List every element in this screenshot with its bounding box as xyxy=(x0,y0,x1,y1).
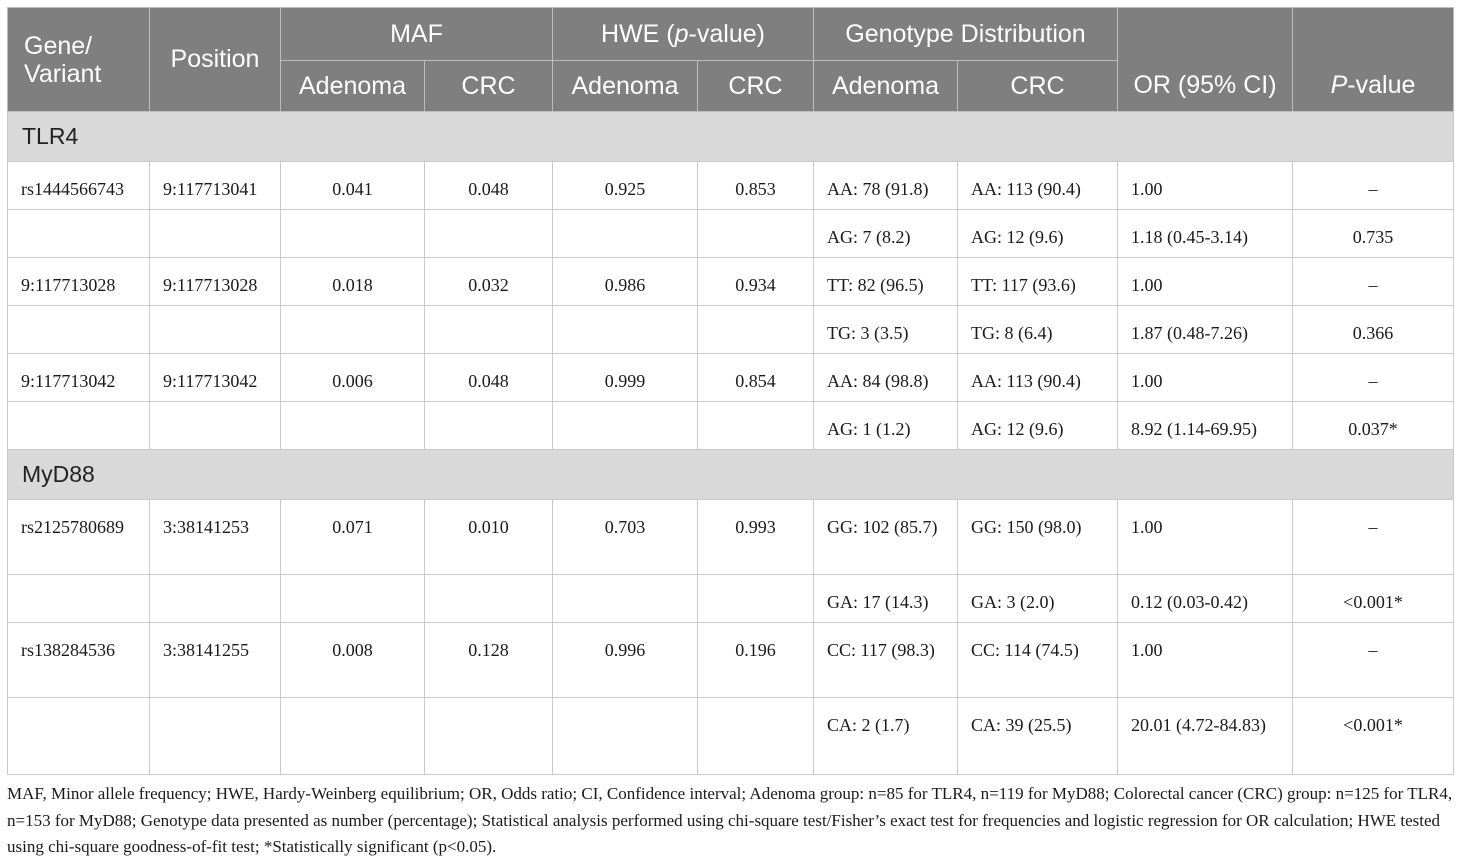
cell-or: 1.00 xyxy=(1118,623,1293,698)
cell-position: 9:117713041 xyxy=(150,162,281,210)
cell-geno-adenoma: AG: 7 (8.2) xyxy=(814,210,958,258)
header-maf: MAF xyxy=(281,8,553,61)
header-hwe-crc: CRC xyxy=(698,61,814,112)
cell-or: 0.12 (0.03-0.42) xyxy=(1118,575,1293,623)
cell-position: 3:38141255 xyxy=(150,623,281,698)
header-genotype-distribution: Genotype Distribution xyxy=(814,8,1118,61)
cell-geno-crc: AA: 113 (90.4) xyxy=(958,354,1118,402)
cell-position xyxy=(150,698,281,775)
cell-variant xyxy=(8,402,150,450)
cell-maf-adenoma: 0.041 xyxy=(281,162,425,210)
cell-geno-adenoma: CC: 117 (98.3) xyxy=(814,623,958,698)
cell-geno-adenoma: TG: 3 (3.5) xyxy=(814,306,958,354)
cell-variant xyxy=(8,210,150,258)
cell-p-value: <0.001* xyxy=(1293,575,1454,623)
cell-p-value: – xyxy=(1293,162,1454,210)
cell-or: 1.00 xyxy=(1118,354,1293,402)
cell-variant: 9:117713028 xyxy=(8,258,150,306)
table-row xyxy=(8,210,1454,258)
cell-position: 9:117713042 xyxy=(150,354,281,402)
table-row xyxy=(8,575,1454,623)
cell-maf-crc: 0.010 xyxy=(425,500,553,575)
cell-geno-crc: TG: 8 (6.4) xyxy=(958,306,1118,354)
cell-hwe-crc: 0.854 xyxy=(698,354,814,402)
group-label: TLR4 xyxy=(8,112,1454,162)
cell-p-value: 0.735 xyxy=(1293,210,1454,258)
header-gene-variant: Gene/ Variant xyxy=(8,8,150,112)
cell-maf-adenoma xyxy=(281,210,425,258)
cell-p-value: – xyxy=(1293,623,1454,698)
cell-position xyxy=(150,306,281,354)
cell-geno-crc: GA: 3 (2.0) xyxy=(958,575,1118,623)
cell-geno-crc: AG: 12 (9.6) xyxy=(958,402,1118,450)
cell-or: 1.00 xyxy=(1118,162,1293,210)
table-row xyxy=(8,500,1454,575)
cell-hwe-adenoma: 0.925 xyxy=(553,162,698,210)
cell-maf-adenoma: 0.006 xyxy=(281,354,425,402)
cell-maf-adenoma xyxy=(281,698,425,775)
cell-or: 1.87 (0.48-7.26) xyxy=(1118,306,1293,354)
cell-hwe-adenoma xyxy=(553,698,698,775)
cell-geno-crc: AA: 113 (90.4) xyxy=(958,162,1118,210)
cell-geno-crc: CA: 39 (25.5) xyxy=(958,698,1118,775)
table-row xyxy=(8,162,1454,210)
cell-hwe-crc: 0.993 xyxy=(698,500,814,575)
cell-geno-crc: GG: 150 (98.0) xyxy=(958,500,1118,575)
cell-maf-crc: 0.128 xyxy=(425,623,553,698)
cell-hwe-crc xyxy=(698,402,814,450)
cell-or: 1.00 xyxy=(1118,500,1293,575)
cell-geno-crc: CC: 114 (74.5) xyxy=(958,623,1118,698)
cell-or: 1.00 xyxy=(1118,258,1293,306)
cell-hwe-crc: 0.196 xyxy=(698,623,814,698)
cell-maf-crc xyxy=(425,306,553,354)
cell-hwe-crc: 0.934 xyxy=(698,258,814,306)
cell-maf-crc xyxy=(425,698,553,775)
cell-or: 1.18 (0.45-3.14) xyxy=(1118,210,1293,258)
cell-hwe-crc: 0.853 xyxy=(698,162,814,210)
cell-maf-adenoma xyxy=(281,575,425,623)
cell-p-value: – xyxy=(1293,258,1454,306)
group-label: MyD88 xyxy=(8,450,1454,500)
cell-maf-adenoma: 0.071 xyxy=(281,500,425,575)
header-geno-crc: CRC xyxy=(958,61,1118,112)
cell-maf-crc: 0.048 xyxy=(425,354,553,402)
cell-geno-adenoma: GG: 102 (85.7) xyxy=(814,500,958,575)
table-row xyxy=(8,306,1454,354)
cell-geno-crc: TT: 117 (93.6) xyxy=(958,258,1118,306)
cell-hwe-crc xyxy=(698,306,814,354)
genotype-results-table xyxy=(7,7,1454,775)
table-header xyxy=(8,8,1454,112)
cell-or: 20.01 (4.72-84.83) xyxy=(1118,698,1293,775)
table-row xyxy=(8,354,1454,402)
cell-hwe-adenoma xyxy=(553,210,698,258)
cell-hwe-crc xyxy=(698,575,814,623)
header-maf-crc: CRC xyxy=(425,61,553,112)
cell-maf-adenoma xyxy=(281,402,425,450)
cell-geno-adenoma: CA: 2 (1.7) xyxy=(814,698,958,775)
cell-maf-adenoma: 0.008 xyxy=(281,623,425,698)
cell-variant: rs1444566743 xyxy=(8,162,150,210)
cell-hwe-adenoma xyxy=(553,575,698,623)
cell-hwe-crc xyxy=(698,698,814,775)
table-footnote: MAF, Minor allele frequency; HWE, Hardy-Weinberg equilibrium; OR, Odds ratio; CI, Confidence interval; Adenoma group: n=85 for TLR4, n=119 for MyD88; Colorectal cancer (CRC) group: n=125 for TLR4, n=153 for MyD88; Genotype data presented as number (percentage); Statistical analysis performed using chi-square test/Fisher’s exact test for frequencies and logistic regression for OR calculation; HWE tested using chi-square goodness-of-fit test; *Statistically significant (p<0.05). xyxy=(7,784,1453,856)
cell-hwe-adenoma: 0.996 xyxy=(553,623,698,698)
header-geno-adenoma: Adenoma xyxy=(814,61,958,112)
cell-or: 8.92 (1.14-69.95) xyxy=(1118,402,1293,450)
cell-hwe-adenoma: 0.986 xyxy=(553,258,698,306)
group-row xyxy=(8,112,1454,162)
cell-position xyxy=(150,402,281,450)
cell-maf-crc xyxy=(425,402,553,450)
cell-variant xyxy=(8,306,150,354)
cell-geno-adenoma: TT: 82 (96.5) xyxy=(814,258,958,306)
cell-hwe-crc xyxy=(698,210,814,258)
cell-geno-adenoma: GA: 17 (14.3) xyxy=(814,575,958,623)
header-p-value: P-value xyxy=(1293,8,1454,112)
cell-p-value: <0.001* xyxy=(1293,698,1454,775)
cell-p-value: 0.037* xyxy=(1293,402,1454,450)
table-row xyxy=(8,258,1454,306)
cell-hwe-adenoma xyxy=(553,402,698,450)
cell-maf-crc: 0.032 xyxy=(425,258,553,306)
cell-variant: 9:117713042 xyxy=(8,354,150,402)
cell-maf-adenoma: 0.018 xyxy=(281,258,425,306)
table-row xyxy=(8,623,1454,698)
cell-geno-adenoma: AA: 78 (91.8) xyxy=(814,162,958,210)
cell-geno-adenoma: AA: 84 (98.8) xyxy=(814,354,958,402)
cell-hwe-adenoma: 0.703 xyxy=(553,500,698,575)
cell-position: 3:38141253 xyxy=(150,500,281,575)
table-row xyxy=(8,402,1454,450)
table-row xyxy=(8,698,1454,775)
header-or-ci: OR (95% CI) xyxy=(1118,8,1293,112)
cell-p-value: – xyxy=(1293,354,1454,402)
cell-p-value: – xyxy=(1293,500,1454,575)
table-body xyxy=(8,112,1454,775)
cell-maf-crc: 0.048 xyxy=(425,162,553,210)
cell-maf-adenoma xyxy=(281,306,425,354)
header-maf-adenoma: Adenoma xyxy=(281,61,425,112)
cell-geno-adenoma: AG: 1 (1.2) xyxy=(814,402,958,450)
cell-variant xyxy=(8,698,150,775)
cell-position xyxy=(150,575,281,623)
cell-maf-crc xyxy=(425,210,553,258)
cell-variant: rs2125780689 xyxy=(8,500,150,575)
cell-hwe-adenoma: 0.999 xyxy=(553,354,698,402)
cell-p-value: 0.366 xyxy=(1293,306,1454,354)
header-hwe-adenoma: Adenoma xyxy=(553,61,698,112)
cell-position xyxy=(150,210,281,258)
cell-hwe-adenoma xyxy=(553,306,698,354)
header-hwe: HWE (p-value) xyxy=(553,8,814,61)
header-position: Position xyxy=(150,8,281,112)
cell-geno-crc: AG: 12 (9.6) xyxy=(958,210,1118,258)
group-row xyxy=(8,450,1454,500)
cell-maf-crc xyxy=(425,575,553,623)
results-table-container xyxy=(7,7,1453,775)
cell-variant: rs138284536 xyxy=(8,623,150,698)
cell-position: 9:117713028 xyxy=(150,258,281,306)
cell-variant xyxy=(8,575,150,623)
